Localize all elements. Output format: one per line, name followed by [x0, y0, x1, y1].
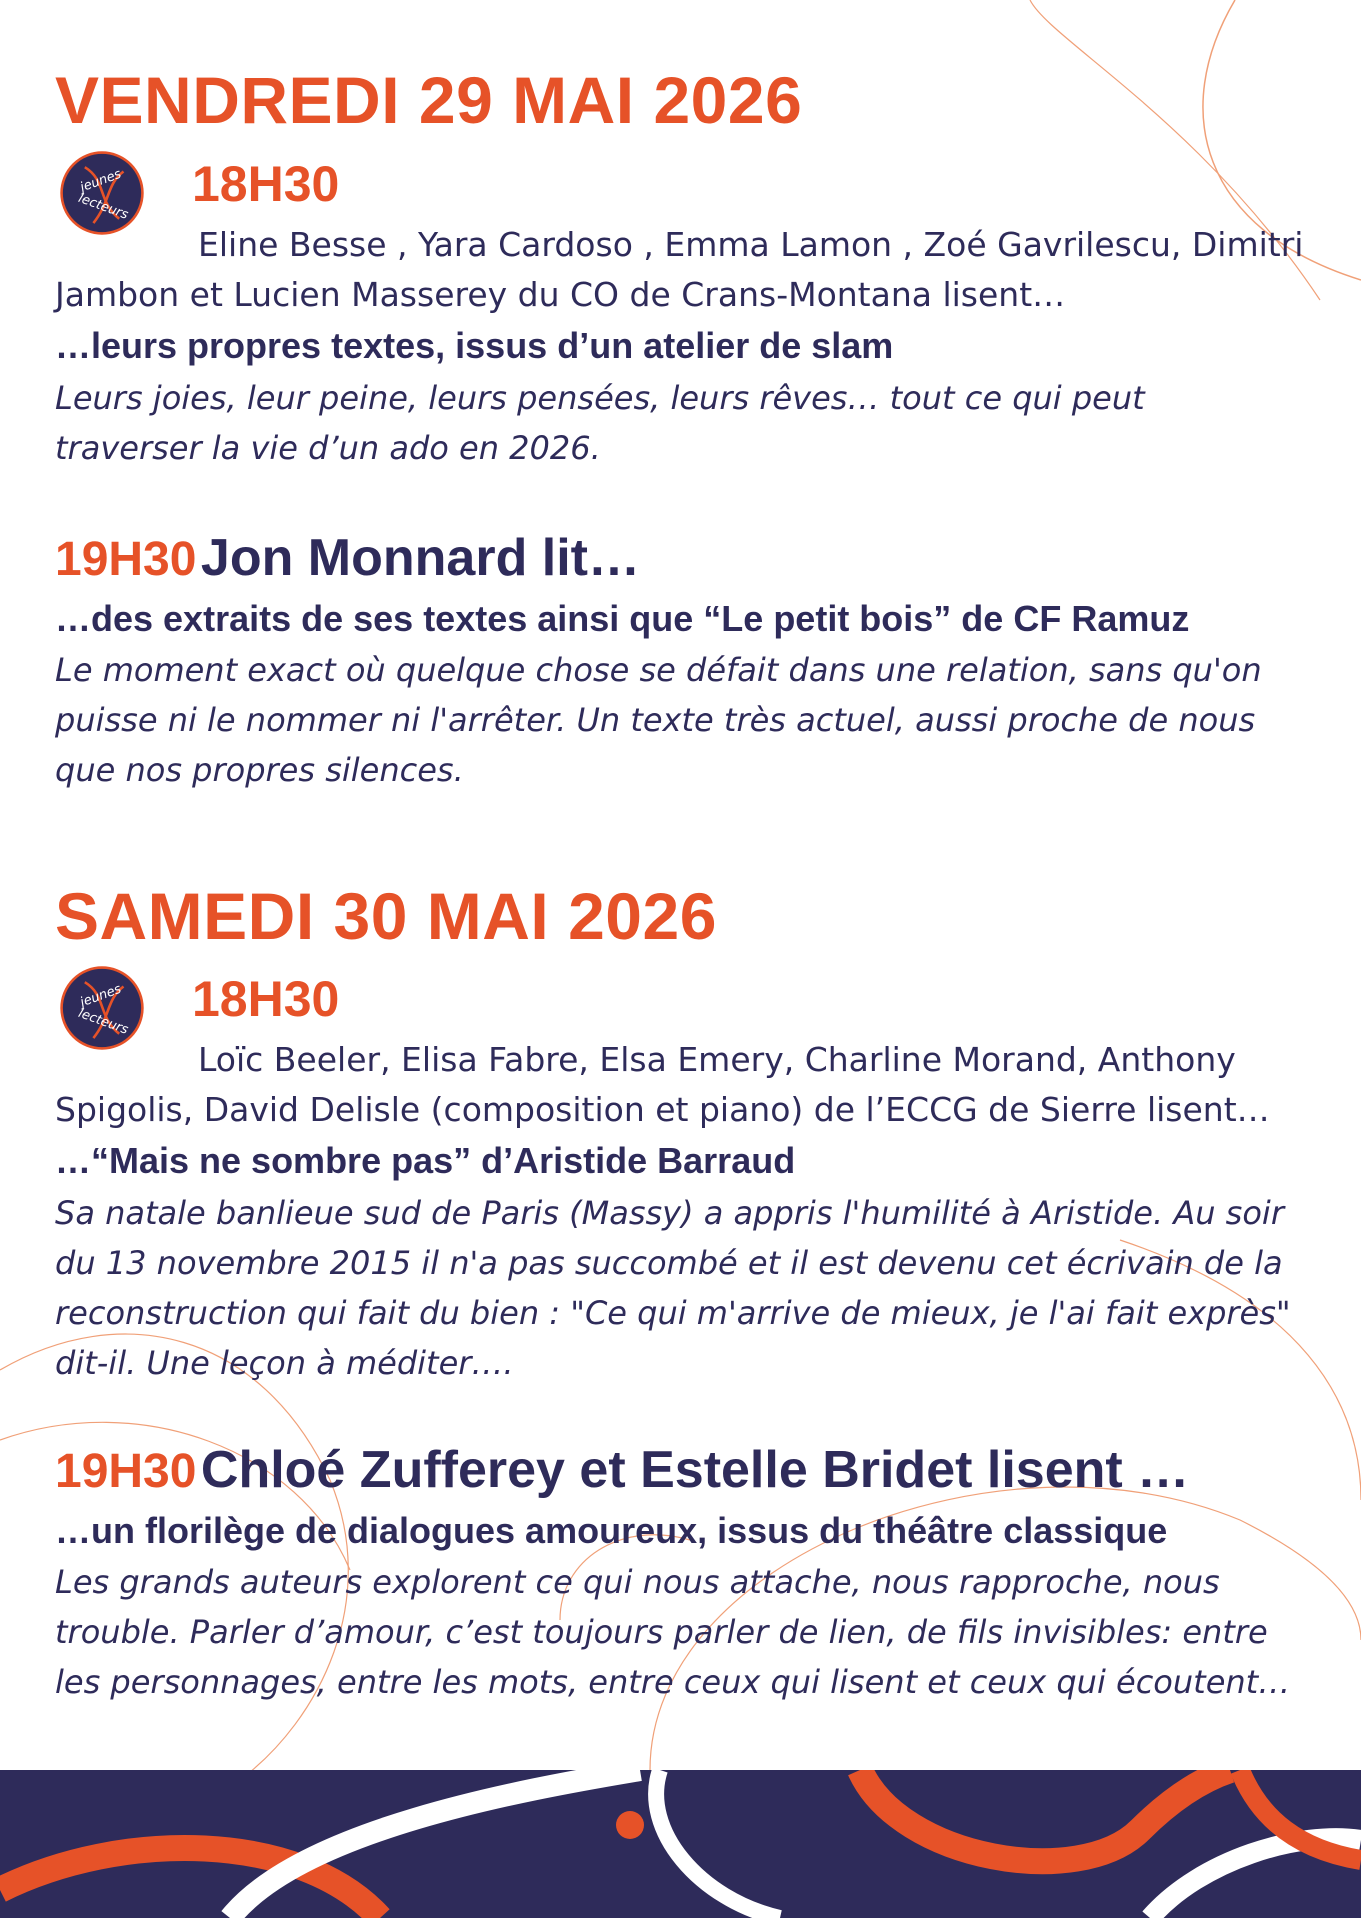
event-title: Chloé Zufferey et Estelle Bridet lisent … [200, 1441, 1190, 1499]
svg-text:jeunes: jeunes [78, 166, 124, 196]
event-subtitle: …des extraits de ses textes ainsi que “Le petit bois” de CF Ramuz [55, 598, 1190, 639]
decorative-footer-band [0, 1770, 1361, 1918]
event-time: 18H30 [192, 971, 340, 1027]
event-time: 19H30 [55, 1445, 197, 1498]
event-subtitle: …un florilège de dialogues amoureux, issus du théâtre classique [55, 1510, 1168, 1551]
event-description: Le moment exact où quelque chose se défait dans une relation, sans qu'on puisse ni le nommer ni l'arrêter. Un texte très actuel, aussi proche de nous que nos propres silences. [55, 651, 1262, 789]
day-title: VENDREDI 29 MAI 2026 [55, 63, 803, 137]
event-description: Les grands auteurs explorent ce qui nous attache, nous rapproche, nous trouble. Parler d’amour, c’est toujours parler de lien, de fils invisibles: entre les personnages, entre les mots, entre ceux qui lisent et ceux qui écoutent… [55, 1563, 1291, 1701]
event-readers: Loïc Beeler, Elisa Fabre, Elsa Emery, Charline Morand, Anthony Spigolis, David Delisle (composition et piano) de l’ECCG de Sierre lisent… [55, 1040, 1270, 1129]
day-title: SAMEDI 30 MAI 2026 [55, 879, 717, 953]
svg-text:lecteurs: lecteurs [76, 1006, 131, 1038]
event-subtitle: …“Mais ne sombre pas” d’Aristide Barraud [55, 1140, 796, 1181]
event-time: 18H30 [192, 156, 340, 212]
event-headline [55, 528, 640, 588]
event-title: Jon Monnard lit… [200, 529, 640, 587]
event-readers: Eline Besse , Yara Cardoso , Emma Lamon , Zoé Gavrilescu, Dimitri Jambon et Lucien Masserey du CO de Crans-Montana lisent… [55, 225, 1304, 314]
svg-text:jeunes: jeunes [78, 981, 124, 1011]
svg-text:lecteurs: lecteurs [76, 191, 131, 223]
event-description: Sa natale banlieue sud de Paris (Massy) a appris l'humilité à Aristide. Au soir du 13 novembre 2015 il n'a pas succombé et il est devenu cet écrivain de la reconstruction qui fait du bien : "Ce qui m'arrive de mieux, je l'ai fait exprès" dit-il. Une leçon à méditer…. [55, 1194, 1291, 1382]
event-subtitle: …leurs propres textes, issus d’un atelier de slam [55, 325, 894, 366]
event-time: 19H30 [55, 533, 197, 586]
event-description: Leurs joies, leur peine, leurs pensées, leurs rêves… tout ce qui peut traverser la vie d’un ado en 2026. [55, 379, 1145, 467]
event-headline [55, 1440, 1189, 1500]
